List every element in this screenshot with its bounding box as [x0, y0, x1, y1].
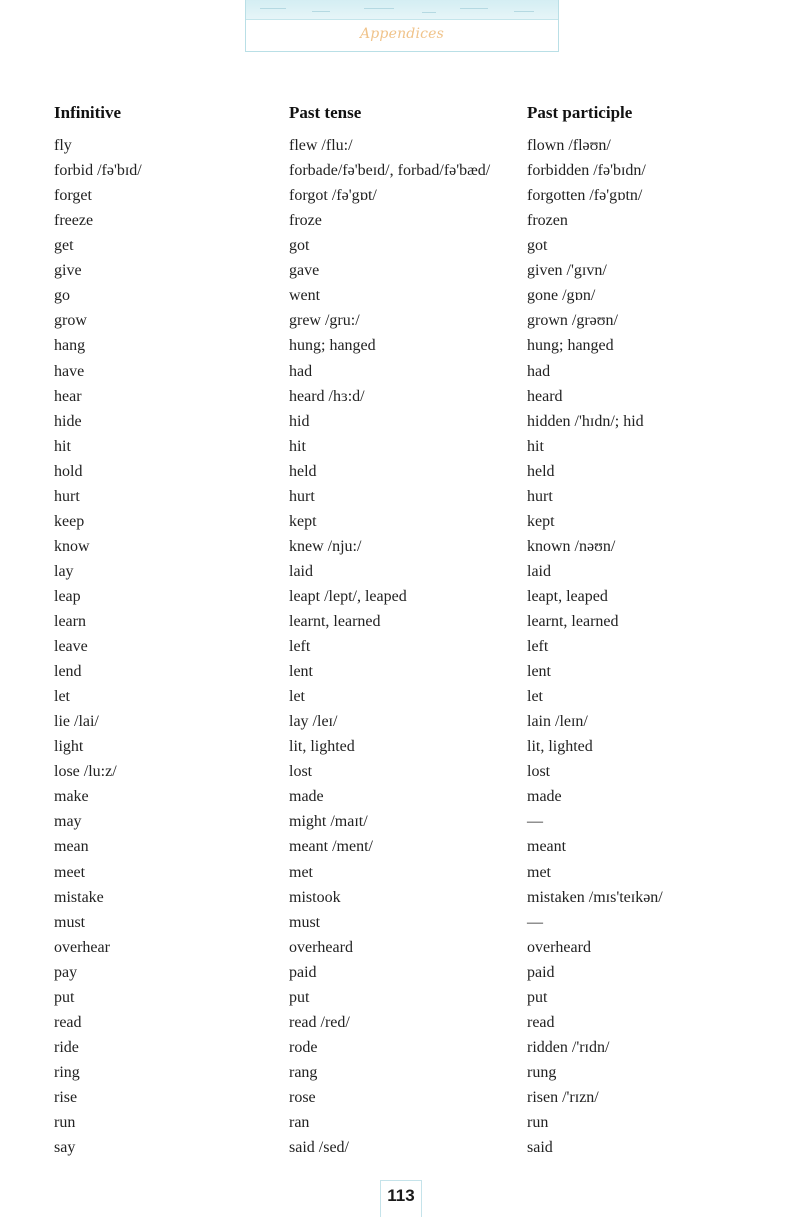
past-participle-cell: — [527, 913, 543, 931]
past-participle-cell: read [527, 1013, 555, 1031]
past-participle-cell: risen /'rɪzn/ [527, 1088, 599, 1106]
infinitive-cell: put [54, 988, 75, 1006]
past-tense-cell: read /red/ [289, 1013, 350, 1031]
past-tense-cell: mistook [289, 888, 341, 906]
infinitive-cell: give [54, 262, 82, 280]
page-number-box [380, 1180, 422, 1217]
past-tense-cell: met [289, 863, 313, 881]
past-tense-cell: laid [289, 562, 313, 580]
past-participle-cell: known /nəʊn/ [527, 537, 616, 555]
wave-mark [260, 8, 286, 9]
page-number: 113 [387, 1186, 415, 1205]
past-tense-cell: lit, lighted [289, 738, 355, 756]
past-tense-cell: put [289, 988, 310, 1006]
infinitive-cell: hang [54, 337, 86, 355]
past-participle-cell: hidden /'hɪdn/; hid [527, 412, 644, 430]
past-tense-cell: paid [289, 963, 317, 981]
infinitive-cell: hurt [54, 487, 80, 505]
section-title: Appendices [359, 26, 445, 42]
past-tense-cell: hurt [289, 487, 315, 505]
infinitive-cell: light [54, 738, 84, 756]
past-participle-cell: lent [527, 663, 551, 681]
past-participle-cell: put [527, 988, 548, 1006]
wave-mark [312, 11, 330, 12]
infinitive-cell: run [54, 1114, 76, 1131]
column-header-past-tense: Past tense [289, 103, 362, 122]
infinitive-cell: hit [54, 437, 71, 455]
past-tense-cell: ran [289, 1114, 310, 1131]
infinitive-cell: lend [54, 663, 82, 681]
past-participle-cell: lit, lighted [527, 738, 593, 756]
past-tense-cell: got [289, 237, 310, 255]
infinitive-cell: forget [54, 187, 92, 205]
infinitive-cell: know [54, 537, 90, 555]
infinitive-cell: lay [54, 562, 74, 580]
header-decorative-band [246, 0, 558, 20]
past-tense-cell: lay /leɪ/ [289, 713, 338, 731]
past-participle-cell: paid [527, 963, 555, 981]
past-participle-cell: kept [527, 512, 555, 530]
past-participle-cell: hung; hanged [527, 337, 614, 355]
past-tense-cell: made [289, 788, 324, 806]
infinitive-cell: lie /lai/ [54, 713, 99, 731]
past-participle-cell: had [527, 362, 551, 380]
past-tense-cell: must [289, 913, 321, 931]
infinitive-cell: go [54, 287, 70, 305]
past-participle-cell: overheard [527, 938, 591, 956]
infinitive-cell: mistake [54, 888, 104, 906]
infinitive-cell: overhear [54, 938, 110, 956]
past-tense-cell: hung; hanged [289, 337, 376, 355]
infinitive-cell: ring [54, 1063, 80, 1081]
wave-mark [460, 8, 488, 9]
past-participle-cell: made [527, 788, 562, 806]
past-tense-cell: learnt, learned [289, 613, 381, 630]
past-tense-cell: kept [289, 512, 317, 530]
infinitive-cell: must [54, 913, 86, 931]
infinitive-cell: lose /lu:z/ [54, 763, 117, 781]
infinitive-cell: keep [54, 512, 85, 530]
past-tense-cell: flew /flu:/ [289, 137, 353, 154]
past-tense-cell: lent [289, 663, 313, 681]
infinitive-cell: leap [54, 587, 81, 605]
past-participle-cell: — [527, 813, 543, 831]
past-tense-cell: forbade/fə'beɪd/, forbad/fə'bæd/ [289, 162, 491, 180]
past-tense-cell: said /sed/ [289, 1139, 349, 1156]
past-tense-cell: rang [289, 1063, 318, 1081]
past-participle-cell: heard [527, 387, 563, 405]
infinitive-cell: hear [54, 387, 82, 405]
past-participle-cell: met [527, 863, 551, 881]
past-participle-cell: forbidden /fə'bɪdn/ [527, 162, 646, 180]
past-participle-cell: held [527, 462, 555, 480]
past-tense-cell: might /maɪt/ [289, 813, 368, 831]
past-tense-cell: went [289, 287, 321, 305]
infinitive-cell: mean [54, 838, 89, 856]
infinitive-cell: grow [54, 312, 87, 330]
infinitive-cell: forbid /fə'bɪd/ [54, 162, 142, 180]
past-tense-cell: rose [289, 1088, 316, 1106]
past-participle-cell: lain /leɪn/ [527, 713, 588, 731]
past-tense-cell: gave [289, 262, 320, 280]
past-tense-cell: froze [289, 212, 322, 230]
past-participle-cell: run [527, 1114, 549, 1131]
past-tense-cell: had [289, 362, 313, 380]
past-participle-cell: learnt, learned [527, 613, 619, 630]
infinitive-cell: say [54, 1139, 76, 1156]
infinitive-cell: meet [54, 863, 86, 881]
infinitive-cell: freeze [54, 212, 94, 230]
infinitive-cell: make [54, 788, 89, 806]
past-tense-cell: overheard [289, 938, 353, 956]
past-participle-cell: hit [527, 437, 544, 455]
past-tense-cell: grew /gru:/ [289, 312, 360, 330]
past-participle-cell: got [527, 237, 548, 255]
infinitive-cell: hold [54, 462, 83, 480]
past-participle-cell: forgotten /fə'gɒtn/ [527, 187, 643, 205]
past-participle-cell: grown /grəʊn/ [527, 312, 618, 330]
past-tense-cell: lost [289, 763, 313, 781]
past-participle-cell: gone /gɒn/ [527, 287, 596, 305]
past-participle-cell: flown /fləʊn/ [527, 137, 611, 154]
past-tense-cell: let [289, 688, 305, 706]
past-tense-cell: hid [289, 412, 310, 430]
past-participle-cell: let [527, 688, 543, 706]
infinitive-cell: leave [54, 638, 88, 655]
infinitive-cell: pay [54, 963, 78, 981]
infinitive-cell: hide [54, 412, 82, 430]
past-participle-cell: said [527, 1139, 553, 1156]
past-tense-cell: leapt /lept/, leaped [289, 587, 407, 605]
past-participle-cell: hurt [527, 487, 553, 505]
past-participle-cell: rung [527, 1063, 557, 1081]
section-header-tab [245, 0, 559, 52]
past-tense-cell: forgot /fə'gɒt/ [289, 187, 377, 205]
infinitive-cell: have [54, 362, 85, 380]
infinitive-cell: get [54, 237, 74, 255]
column-header-past-participle: Past participle [527, 103, 633, 122]
infinitive-cell: let [54, 688, 70, 706]
column-header-infinitive: Infinitive [54, 103, 122, 122]
past-tense-cell: hit [289, 437, 306, 455]
past-tense-cell: held [289, 462, 317, 480]
infinitive-cell: learn [54, 613, 86, 630]
past-participle-cell: laid [527, 562, 551, 580]
past-tense-cell: heard /hɜ:d/ [289, 387, 365, 405]
past-tense-cell: meant /ment/ [289, 838, 373, 856]
past-tense-cell: rode [289, 1038, 318, 1056]
past-participle-cell: frozen [527, 212, 568, 230]
infinitive-cell: rise [54, 1088, 78, 1106]
past-participle-cell: given /'gɪvn/ [527, 262, 607, 280]
wave-mark [514, 11, 534, 12]
infinitive-cell: fly [54, 137, 72, 154]
wave-mark [422, 12, 436, 13]
past-participle-cell: leapt, leaped [527, 587, 608, 605]
past-participle-cell: mistaken /mɪs'teɪkən/ [527, 888, 663, 906]
past-tense-cell: left [289, 638, 311, 655]
past-participle-cell: meant [527, 838, 567, 856]
past-participle-cell: ridden /'rɪdn/ [527, 1038, 610, 1056]
past-participle-cell: lost [527, 763, 551, 781]
infinitive-cell: ride [54, 1038, 79, 1056]
wave-mark [364, 8, 394, 9]
infinitive-cell: read [54, 1013, 82, 1031]
infinitive-cell: may [54, 813, 82, 831]
past-tense-cell: knew /nju:/ [289, 537, 362, 555]
past-participle-cell: left [527, 638, 549, 655]
